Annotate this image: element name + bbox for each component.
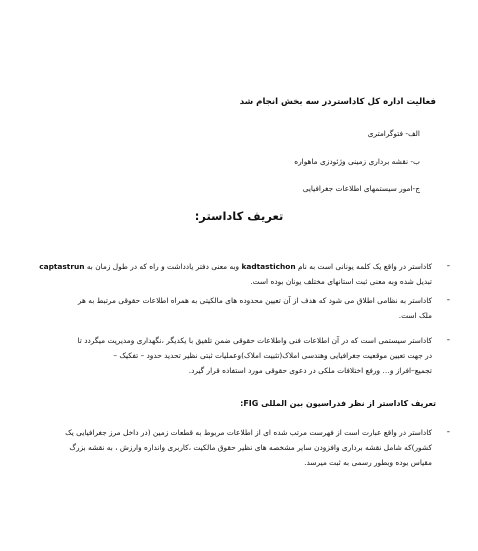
- definition-title: تعریف کاداستر:: [194, 209, 284, 223]
- paragraph-line: تبدیل شده وبه معنی ثبت استانهای مختلف یونان بوده است.: [250, 277, 432, 286]
- section-item-photogrammetry: الف- فتوگرامتری: [367, 129, 420, 138]
- latin-term: captastrun: [39, 262, 85, 271]
- fig-definition-heading: تعریف کاداستر از نظر فدراسیون بین المللی FIG:: [240, 399, 436, 408]
- paragraph-line: کشور)که شامل نقشه برداری وافزودن سایر مشخصه های نظیر حقوق مالکیت ،کاربری وانداره وارزش ، به نقشه بزرگ: [69, 443, 432, 452]
- bullet-dash: -: [446, 427, 450, 437]
- fig-definition-paragraph: [22, 425, 450, 470]
- paragraph-line: کاداستر سیستمی است که در آن اطلاعات فنی واطلاعات حقوقی ضمن تلفیق با یکدیگر ،نگهداری ومدیریت میگردد تا: [77, 336, 432, 345]
- paragraph-line: [22, 259, 432, 274]
- bullet-dash: -: [446, 295, 450, 305]
- paragraph-line: ملک است.: [398, 311, 432, 320]
- definition-paragraph-3: [22, 333, 450, 378]
- paragraph-line: کاداستر در واقع عبارت است از فهرست مرتب شده ای از اطلاعات مربوط به قطعات زمین (در داخل مرز جغرافیایی یک: [65, 428, 432, 437]
- line-text: وبه معنی دفتر یادداشت و راه که در طول زمان به: [84, 262, 240, 271]
- paragraph-line: کاداستر به نظامی اطلاق می شود که هدف از آن تعیین محدوده های مالکیتی به همراه اطلاعات حقوقی مرتبط به هر: [77, 296, 432, 305]
- bullet-dash: -: [446, 335, 450, 345]
- definition-paragraph-2: [22, 293, 450, 323]
- paragraph-line: مقیاس بوده وبطور رسمی به ثبت میرسد.: [304, 458, 432, 467]
- section-item-surveying: ب- نقشه برداری زمینی وژئودزی ماهواره: [294, 157, 420, 166]
- definition-paragraph-1: [22, 259, 450, 289]
- line-text: کاداستر در واقع یک کلمه یونانی است به نام: [295, 262, 432, 271]
- paragraph-line: تجمیع–افراز و… ورفع اختلافات ملکی در دعوی حقوقی مورد استفاده قرار گیرد.: [188, 366, 432, 375]
- document-heading: فعالیت اداره کل کاداستردر سه بخش انجام شد: [239, 97, 436, 107]
- paragraph-line: در جهت تعیین موقعیت جغرافیایی وهندسی املاک(تثبیت املاک)وعملیات ثبتی نظیر تحدید حدود – تفکیک –: [113, 351, 432, 360]
- bullet-dash: -: [446, 261, 450, 271]
- section-item-gis: ج-امور سیستمهای اطلاعات جغرافیایی: [302, 184, 420, 193]
- latin-term: kadtastichon: [241, 262, 296, 271]
